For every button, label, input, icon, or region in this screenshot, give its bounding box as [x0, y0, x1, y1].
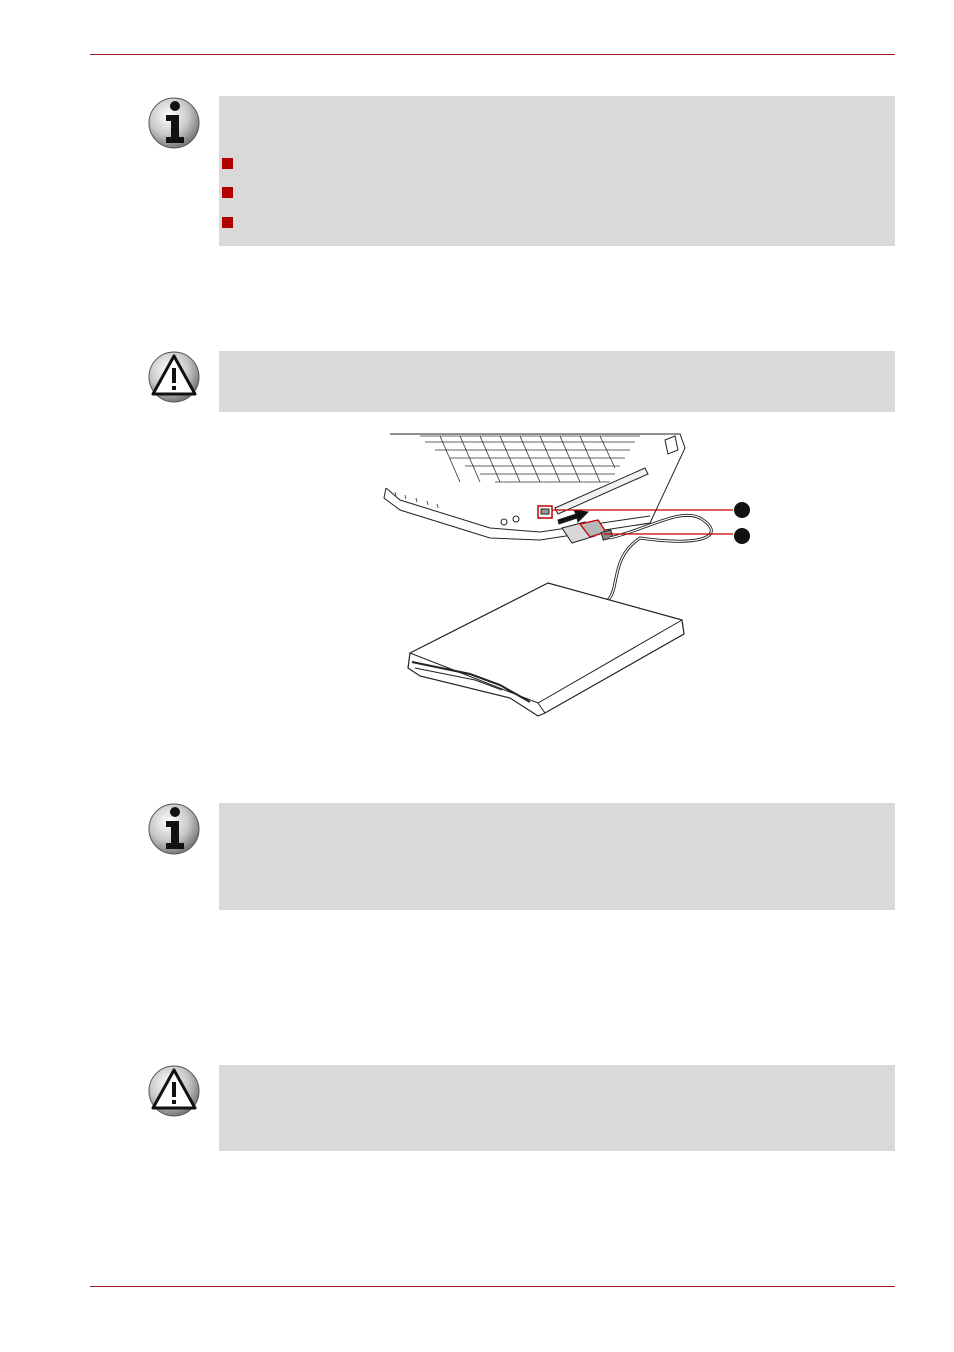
caution-box-2 [219, 1065, 895, 1151]
bullet-marker [222, 158, 233, 169]
note-box-2 [219, 803, 895, 910]
callout-1-marker [734, 502, 750, 518]
caution-icon [147, 350, 201, 404]
bullet-marker [222, 217, 233, 228]
callout-2-marker [734, 528, 750, 544]
footer-rule [90, 1286, 895, 1287]
floppy-drive-connection-figure [380, 428, 760, 723]
caution-box-1 [219, 351, 895, 412]
info-icon [147, 96, 201, 150]
caution-icon [147, 1064, 201, 1118]
info-icon [147, 802, 201, 856]
note-box-1 [219, 96, 895, 246]
bullet-marker [222, 187, 233, 198]
header-rule [90, 54, 895, 55]
